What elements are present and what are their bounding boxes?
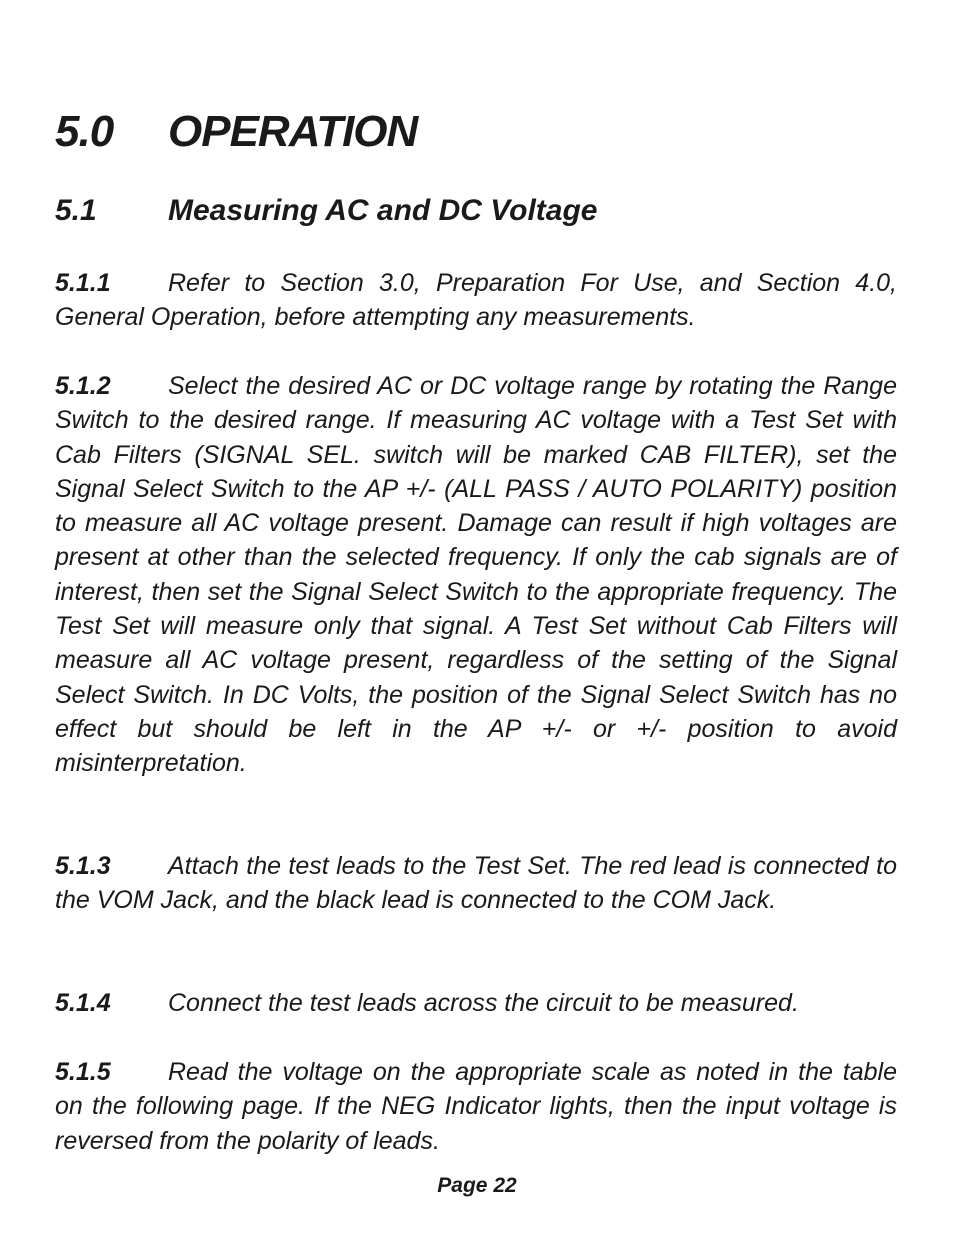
paragraph-text: Attach the test leads to the Test Set. The red lead is connected to the VOM Jack, and the black lead is connected to the COM Jack. <box>55 852 897 915</box>
subsection-number: 5.1 <box>55 194 97 227</box>
paragraph-5-1-5 <box>55 1055 897 1158</box>
section-title: OPERATION <box>168 107 418 156</box>
paragraph-5-1-3 <box>55 849 897 918</box>
paragraph-number: 5.1.4 <box>55 989 111 1017</box>
manual-page <box>55 0 897 1235</box>
paragraph-number: 5.1.5 <box>55 1058 111 1086</box>
paragraph-5-1-1 <box>55 266 897 335</box>
paragraph-5-1-2 <box>55 369 897 781</box>
paragraph-text: Refer to Section 3.0, Preparation For Use, and Section 4.0, General Operation, before attempting any measurements. <box>55 269 897 332</box>
subsection-heading <box>55 191 598 231</box>
paragraph-text: Read the voltage on the appropriate scale as noted in the table on the following page. If the NEG Indicator lights, then the input voltage is reversed from the polarity of leads. <box>55 1058 897 1155</box>
page-number: Page 22 <box>437 1174 517 1197</box>
paragraph-text: Select the desired AC or DC voltage range by rotating the Range Switch to the desired range. If measuring AC voltage with a Test Set with Cab Filters (SIGNAL SEL. switch will be marked CAB FILTER), set the Signal Select Switch to the AP +/- (ALL PASS / AUTO POLARITY) position to measure all AC voltage present. Damage can result if high voltages are present at other than the selected frequency. If only the cab signals are of interest, then set the Signal Select Switch to the appropriate frequency. The Test Set will measure only that signal. A Test Set without Cab Filters will measure all AC voltage present, regardless of the setting of the Signal Select Switch. In DC Volts, the position of the Signal Select Switch has no effect but should be left in the AP +/- or +/- position to avoid misinterpretation. <box>55 372 897 778</box>
paragraph-number: 5.1.3 <box>55 852 111 880</box>
subsection-title: Measuring AC and DC Voltage <box>168 194 598 227</box>
paragraph-number: 5.1.2 <box>55 372 111 400</box>
section-heading <box>55 104 417 160</box>
paragraph-number: 5.1.1 <box>55 269 111 297</box>
paragraph-5-1-4 <box>55 986 897 1020</box>
paragraph-text: Connect the test leads across the circuit to be measured. <box>168 989 799 1017</box>
section-number: 5.0 <box>55 107 114 156</box>
